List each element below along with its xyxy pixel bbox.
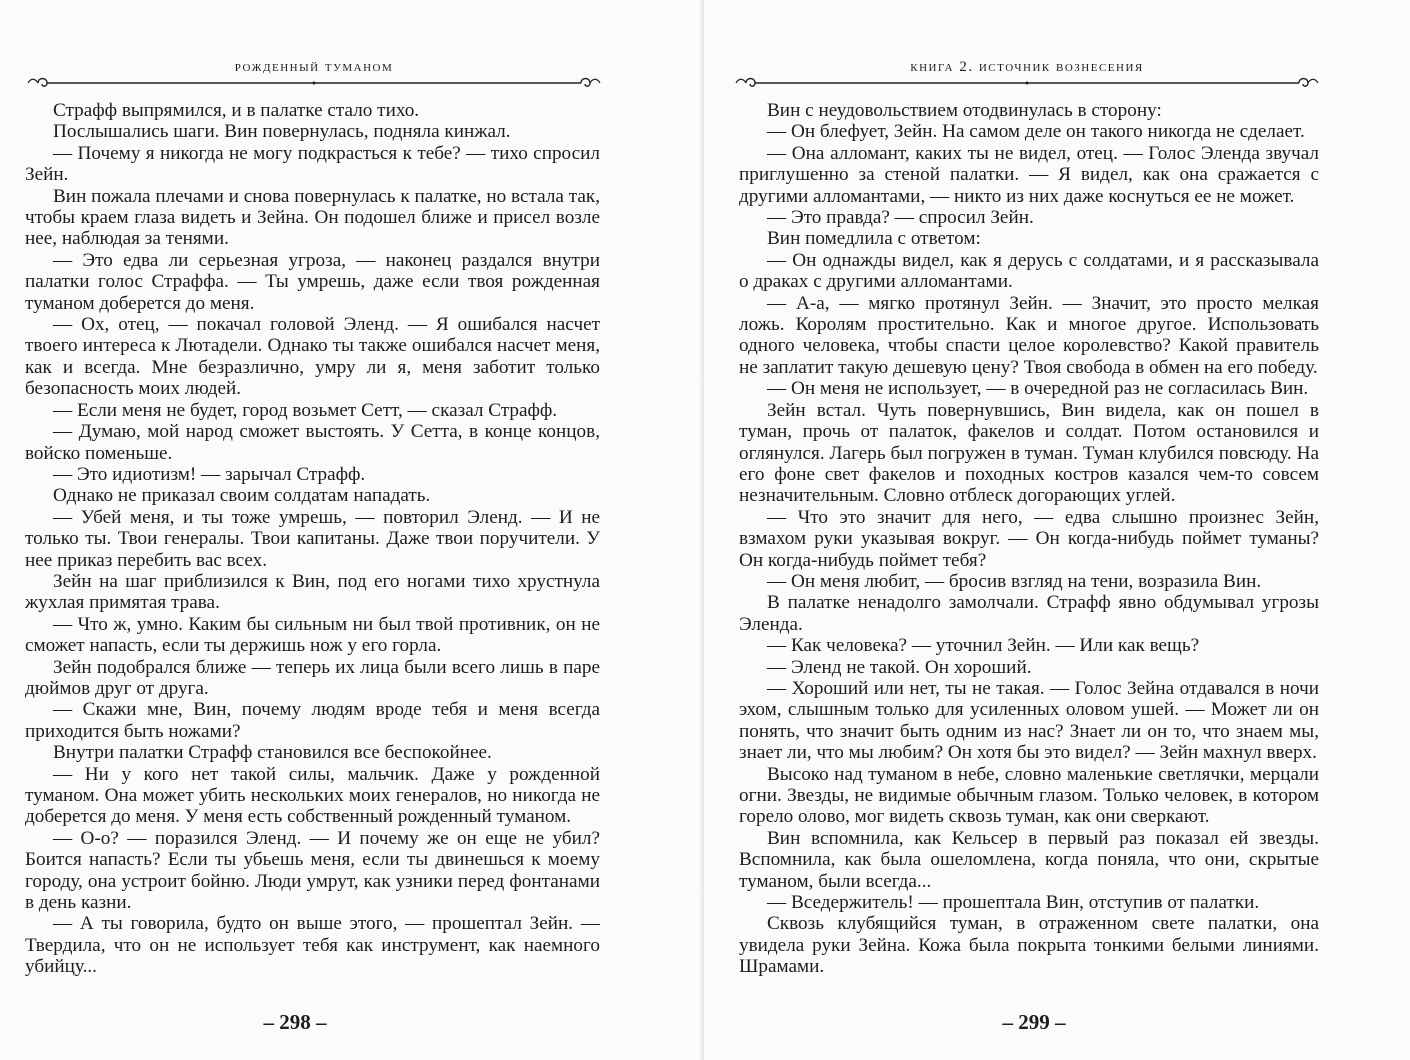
paragraph: Зейн встал. Чуть повернувшись, Вин видела, как он пошел в туман, прочь от палаток, факелов и солдат. Потом остановился и оглянулся. Лагерь был погружен в туман. Туман клубился повсюду. На его фоне свет факелов и походных костров казался чем-то совсем незначительным. Словно отблеск догорающих углей. xyxy=(739,399,1319,507)
left-page xyxy=(0,0,704,1060)
paragraph: Страфф выпрямился, и в палатке стало тихо. xyxy=(53,100,420,121)
paragraph: — Убей меня, и ты тоже умрешь, — повторил Эленд. — И не только ты. Твои генералы. Твои капитаны. Даже твои поручители. У нее приказ перебить вас всех. xyxy=(25,506,600,571)
paragraph: — А ты говорила, будто он выше этого, — прошептал Зейн. — Твердила, что он не использует тебя как инструмент, как наемного убийцу... xyxy=(25,913,600,978)
paragraph: — Если меня не будет, город возьмет Сетт, — сказал Страфф. xyxy=(53,399,558,421)
paragraph: Послышались шаги. Вин повернулась, подняла кинжал. xyxy=(53,121,511,143)
paragraph: — Это правда? — спросил Зейн. xyxy=(767,207,1034,229)
paragraph: — Что ж, умно. Каким бы сильным ни был твой противник, он не сможет напасть, если ты держишь нож у его горла. xyxy=(25,613,600,657)
paragraph: Зейн на шаг приблизился к Вин, под его ногами тихо хрустнула жухлая примятая трава. xyxy=(25,570,600,614)
paragraph: Вин вспомнила, как Кельсер в первый раз показал ей звезды. Вспомнила, как была ошеломлена, когда поняла, что они, скрытые туманом, были всегда... xyxy=(739,827,1319,892)
paragraph: — Это идиотизм! — зарычал Страфф. xyxy=(53,463,366,485)
left-header xyxy=(24,58,604,98)
left-body-text xyxy=(25,100,600,978)
paragraph: — Он меня любит, — бросив взгляд на тени, возразила Вин. xyxy=(767,570,1262,592)
paragraph: В палатке ненадолго замолчали. Страфф явно обдумывал угрозы Эленда. xyxy=(739,592,1319,635)
paragraph: — Хороший или нет, ты не такая. — Голос Зейна отдавался в ночи эхом, слышным только для усиленных оловом ушей. — Может ли он понять, что значит быть одним из нас? Знает ли он то, что знаем мы, знает ли, что мы любим? Он хотя бы это видел? — Зейн махнул вверх. xyxy=(739,677,1319,764)
paragraph: — Как человека? — уточнил Зейн. — Или как вещь? xyxy=(767,635,1200,657)
right-body-text xyxy=(739,100,1319,978)
running-title-right: книга 2. источник вознесения xyxy=(910,59,1144,75)
paragraph: — Что это значит для него, — едва слышно произнес Зейн, взмахом руки указывая вокруг. — Он когда-нибудь поймет туманы? Он когда-нибудь поймет тебя? xyxy=(739,506,1319,571)
paragraph: Вин с неудовольствием отодвинулась в сторону: xyxy=(767,100,1162,121)
paragraph: — Она алломант, каких ты не видел, отец. — Голос Эленда звучал приглушенно за стеной палатки. — Я видел, как она сражается с другими алломантами, — никто из них даже коснуться ее не может. xyxy=(739,142,1319,207)
paragraph: Вин помедлила с ответом: xyxy=(767,228,981,250)
paragraph: — Эленд не такой. Он хороший. xyxy=(767,656,1032,678)
paragraph: — Почему я никогда не могу подкрасться к тебе? — тихо спросил Зейн. xyxy=(25,142,600,186)
paragraph: — Ох, отец, — покачал головой Эленд. — Я ошибался насчет твоего интереса к Лютадели. Однако ты также ошибался насчет меня, как и всегда. Мне безразлично, умру ли я, меня заботит только безопасность моих людей. xyxy=(25,314,600,400)
paragraph: — Он однажды видел, как я дерусь с солдатами, и я рассказывала о драках с другими алломантами. xyxy=(739,249,1319,293)
page-number-right: – 299 – xyxy=(1002,1010,1066,1034)
paragraph: Вин пожала плечами и снова повернулась к палатке, но встала так, чтобы краем глаза видеть и Зейна. Он подошел ближе и присел возле нее, наблюдая за тенями. xyxy=(25,185,600,250)
paragraph: — Вседержитель! — прошептала Вин, отступив от палатки. xyxy=(767,892,1260,914)
paragraph: — А-а, — мягко протянул Зейн. — Значит, это просто мелкая ложь. Королям простительно. Как и многое другое. Использовать одного человека, чтобы спасти целое королевство? Какой правитель не заплатит такую дешевую цену? Твоя свобода в обмен на его победу. xyxy=(739,292,1319,378)
right-header xyxy=(732,58,1322,98)
paragraph: — Он меня не использует, — в очередной раз не согласилась Вин. xyxy=(767,378,1309,400)
paragraph: Внутри палатки Страфф становился все беспокойнее. xyxy=(53,742,492,764)
running-title-left: рожденный туманом xyxy=(234,59,394,75)
paragraph: Сквозь клубящийся туман, в отраженном свете палатки, она увидела руки Зейна. Кожа была покрыта тонкими белыми линиями. Шрамами. xyxy=(739,913,1319,978)
ornament-rule-icon xyxy=(732,72,1322,94)
paragraph: — Он блефует, Зейн. На самом деле он такого никогда не сделает. xyxy=(767,121,1305,143)
paragraph: Зейн подобрался ближе — теперь их лица были всего лишь в паре дюймов друг от друга. xyxy=(25,656,600,699)
paragraph: Высоко над туманом в небе, словно маленькие светлячки, мерцали огни. Звезды, не видимые обычным глазом. Только человек, в котором горело олово, мог видеть сквозь туман, как они сверкают. xyxy=(739,763,1319,828)
paragraph: — Ни у кого нет такой силы, мальчик. Даже у рожденной туманом. Она может убить нескольких моих генералов, но никогда не доберется до меня. У меня есть собственный рожденный туманом. xyxy=(25,763,600,828)
page-number-left: – 298 – xyxy=(263,1010,327,1034)
paragraph: — О-о? — поразился Эленд. — И почему же он еще не убил? Боится напасть? Если ты убьешь меня, если ты двинешься к моему городу, она устроит бойню. Люди умрут, как узники перед фонтанами в день казни. xyxy=(25,827,600,914)
paragraph: — Скажи мне, Вин, почему людям вроде тебя и меня всегда приходится быть ножами? xyxy=(25,699,600,742)
right-page xyxy=(704,0,1410,1060)
paragraph: Однако не приказал своим солдатам нападать. xyxy=(53,485,431,507)
paragraph: — Думаю, мой народ сможет выстоять. У Сетта, в конце концов, войско поменьше. xyxy=(25,421,600,464)
paragraph: — Это едва ли серьезная угроза, — наконец раздался внутри палатки голос Страффа. — Ты умрешь, даже если твоя рожденная туманом доберется до меня. xyxy=(25,249,600,314)
ornament-rule-icon xyxy=(24,72,604,94)
